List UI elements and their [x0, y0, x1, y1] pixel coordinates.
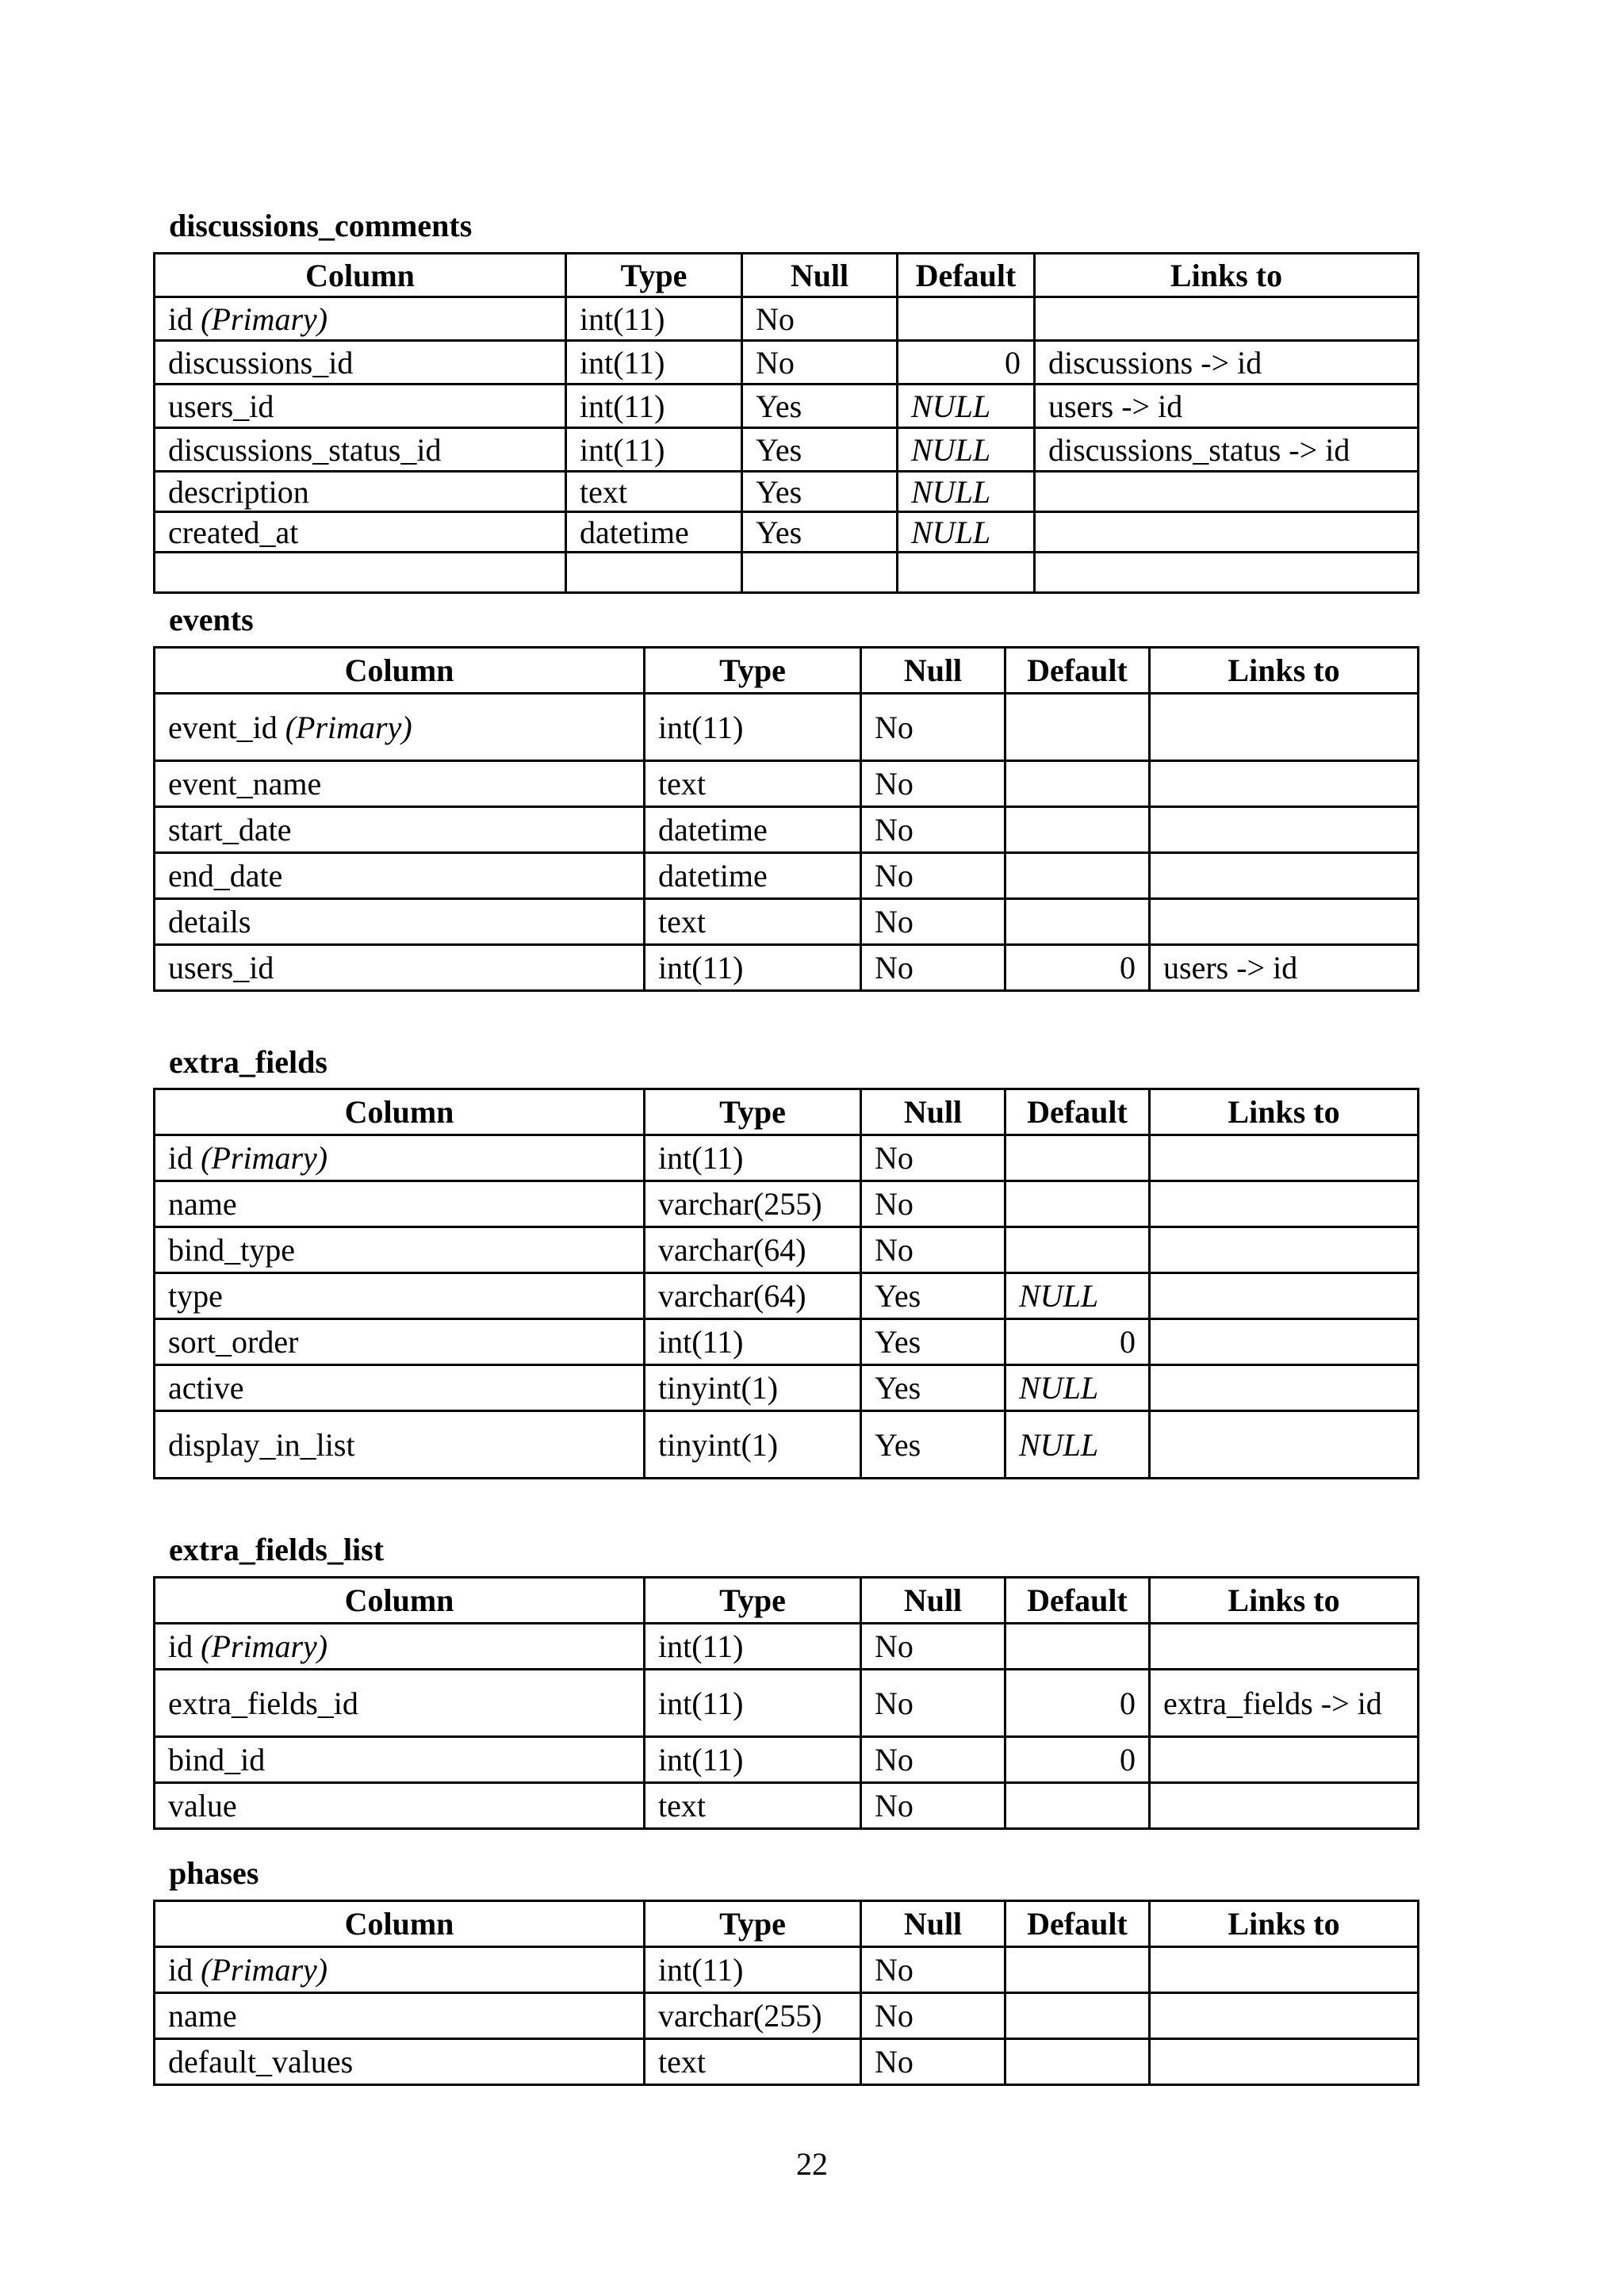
table-row	[155, 1227, 1419, 1273]
cell-column	[155, 1411, 645, 1479]
cell-type: tinyint(1)	[645, 1365, 861, 1411]
cell-null: Yes	[742, 428, 898, 472]
cell-column	[155, 297, 566, 341]
table-row	[155, 694, 1419, 761]
column-header: Links to	[1150, 1901, 1419, 1947]
column-name: users_id	[168, 388, 274, 424]
cell-null: Yes	[861, 1273, 1005, 1319]
cell-links-to	[1150, 1181, 1419, 1227]
cell-default: NULL	[1005, 1365, 1150, 1411]
column-name: type	[168, 1278, 223, 1314]
schema-table	[153, 252, 1419, 594]
cell-default: NULL	[1005, 1273, 1150, 1319]
cell-links-to	[1150, 1947, 1419, 1993]
cell-column	[155, 694, 645, 761]
cell-column	[155, 1181, 645, 1227]
column-name: name	[168, 1186, 237, 1222]
column-header: Column	[155, 1901, 645, 1947]
column-name: details	[168, 904, 251, 939]
cell-links-to	[1150, 1365, 1419, 1411]
cell-column	[155, 1783, 645, 1829]
primary-key-label: (Primary)	[201, 1952, 328, 1988]
cell-links-to: discussions -> id	[1035, 341, 1419, 385]
column-name: active	[168, 1370, 244, 1406]
table-row	[155, 297, 1419, 341]
column-name: start_date	[168, 812, 292, 848]
column-header: Type	[645, 1901, 861, 1947]
column-header: Null	[861, 1089, 1005, 1135]
table-row	[155, 1411, 1419, 1479]
cell-null: Yes	[861, 1365, 1005, 1411]
primary-key-label: (Primary)	[201, 300, 328, 337]
cell-type: int(11)	[645, 1624, 861, 1670]
cell-type: int(11)	[566, 297, 742, 341]
table-row	[155, 1670, 1419, 1737]
column-name: sort_order	[168, 1324, 299, 1360]
cell-default: 0	[1005, 1670, 1150, 1737]
cell-type: datetime	[645, 807, 861, 853]
cell-null: No	[861, 807, 1005, 853]
table-title: events	[169, 602, 254, 637]
cell-type: int(11)	[566, 428, 742, 472]
cell-column	[155, 945, 645, 991]
cell-links-to: users -> id	[1035, 385, 1419, 428]
cell-default: NULL	[898, 472, 1035, 512]
cell-links-to: discussions_status -> id	[1035, 428, 1419, 472]
cell-links-to: extra_fields -> id	[1150, 1670, 1419, 1737]
table-row	[155, 1993, 1419, 2039]
header-row	[155, 1089, 1419, 1135]
column-header: Column	[155, 1089, 645, 1135]
cell-default: 0	[1005, 1319, 1150, 1365]
column-name: event_id	[168, 709, 278, 745]
column-name: id	[168, 1628, 193, 1664]
header-row	[155, 648, 1419, 694]
cell-null: No	[861, 761, 1005, 807]
cell-default	[1005, 694, 1150, 761]
table-row	[155, 1783, 1419, 1829]
column-name: event_name	[168, 766, 322, 802]
cell-links-to	[1150, 807, 1419, 853]
cell-null: No	[742, 297, 898, 341]
column-name: discussions_status_id	[168, 431, 442, 468]
cell-links-to	[1150, 761, 1419, 807]
cell-column	[155, 1273, 645, 1319]
table-row	[155, 899, 1419, 945]
cell-default: NULL	[898, 385, 1035, 428]
column-name: end_date	[168, 858, 283, 894]
column-header: Type	[645, 1578, 861, 1624]
column-header: Null	[861, 648, 1005, 694]
column-header: Column	[155, 254, 566, 297]
cell-null: No	[861, 1670, 1005, 1737]
cell-null: No	[861, 1227, 1005, 1273]
cell-column	[155, 761, 645, 807]
cell-type: int(11)	[645, 1947, 861, 1993]
cell-null: Yes	[742, 472, 898, 512]
cell-type: varchar(64)	[645, 1273, 861, 1319]
cell-links-to	[1150, 1624, 1419, 1670]
cell-links-to	[1150, 1227, 1419, 1273]
cell-default: NULL	[898, 428, 1035, 472]
column-name: name	[168, 1998, 237, 2034]
column-name: bind_type	[168, 1232, 295, 1268]
cell-links-to	[1150, 1411, 1419, 1479]
column-header: Type	[645, 1089, 861, 1135]
column-header: Column	[155, 648, 645, 694]
header-row	[155, 254, 1419, 297]
cell-type: int(11)	[645, 1319, 861, 1365]
page-number: 22	[796, 2146, 828, 2182]
cell-column	[155, 1624, 645, 1670]
cell-null: No	[861, 1947, 1005, 1993]
column-name: id	[168, 1140, 193, 1176]
cell-column	[155, 385, 566, 428]
cell-links-to	[1035, 512, 1419, 553]
cell-links-to	[1150, 1135, 1419, 1181]
cell-column	[155, 1670, 645, 1737]
cell-type: text	[645, 899, 861, 945]
schema-table	[153, 1900, 1419, 2086]
table-row	[155, 428, 1419, 472]
header-row	[155, 1901, 1419, 1947]
cell-default	[1005, 1227, 1150, 1273]
table-row	[155, 761, 1419, 807]
table-title: extra_fields	[169, 1044, 327, 1080]
cell-column	[155, 1947, 645, 1993]
cell-type: text	[645, 761, 861, 807]
cell-type: varchar(64)	[645, 1227, 861, 1273]
cell-default: NULL	[1005, 1411, 1150, 1479]
table-row	[155, 945, 1419, 991]
cell-default: NULL	[898, 512, 1035, 553]
cell-null: No	[861, 1737, 1005, 1783]
table-title: discussions_comments	[169, 208, 473, 243]
cell-column	[155, 1993, 645, 2039]
column-header: Null	[861, 1578, 1005, 1624]
column-header: Links to	[1150, 1089, 1419, 1135]
cell-type: int(11)	[645, 1670, 861, 1737]
cell-column	[155, 1319, 645, 1365]
cell-default	[1005, 1947, 1150, 1993]
cell-type: int(11)	[566, 385, 742, 428]
column-header: Column	[155, 1578, 645, 1624]
cell-default	[898, 553, 1035, 593]
cell-default: 0	[1005, 1737, 1150, 1783]
cell-column	[155, 1737, 645, 1783]
column-header: Null	[861, 1901, 1005, 1947]
table-row	[155, 1135, 1419, 1181]
cell-column	[155, 512, 566, 553]
cell-type: int(11)	[566, 341, 742, 385]
table-row	[155, 2039, 1419, 2085]
table-row	[155, 1181, 1419, 1227]
table-row	[155, 472, 1419, 512]
cell-null: No	[861, 945, 1005, 991]
cell-null: No	[742, 341, 898, 385]
cell-null: Yes	[742, 512, 898, 553]
cell-links-to	[1150, 1783, 1419, 1829]
column-header: Links to	[1150, 648, 1419, 694]
cell-null: No	[861, 1624, 1005, 1670]
table-row	[155, 1319, 1419, 1365]
cell-type: varchar(255)	[645, 1993, 861, 2039]
cell-links-to	[1150, 2039, 1419, 2085]
cell-type: varchar(255)	[645, 1181, 861, 1227]
cell-links-to	[1150, 1737, 1419, 1783]
cell-null: No	[861, 853, 1005, 899]
primary-key-label: (Primary)	[201, 1140, 328, 1176]
column-header: Default	[898, 254, 1035, 297]
cell-links-to: users -> id	[1150, 945, 1419, 991]
cell-null	[742, 553, 898, 593]
cell-column	[155, 428, 566, 472]
cell-null: Yes	[742, 385, 898, 428]
cell-column	[155, 2039, 645, 2085]
cell-column	[155, 1135, 645, 1181]
cell-default	[898, 297, 1035, 341]
cell-null: No	[861, 899, 1005, 945]
cell-null: No	[861, 1181, 1005, 1227]
cell-links-to	[1150, 853, 1419, 899]
cell-default	[1005, 1181, 1150, 1227]
cell-null: No	[861, 1135, 1005, 1181]
column-name: extra_fields_id	[168, 1685, 358, 1721]
cell-links-to	[1035, 297, 1419, 341]
table-row	[155, 807, 1419, 853]
cell-null: No	[861, 2039, 1005, 2085]
column-name: id	[168, 300, 193, 337]
cell-null: No	[861, 694, 1005, 761]
cell-default	[1005, 1993, 1150, 2039]
column-header: Type	[566, 254, 742, 297]
cell-links-to	[1150, 1319, 1419, 1365]
cell-type: datetime	[645, 853, 861, 899]
cell-type: datetime	[566, 512, 742, 553]
cell-links-to	[1035, 472, 1419, 512]
cell-type	[566, 553, 742, 593]
table-title: extra_fields_list	[169, 1532, 385, 1567]
cell-null: No	[861, 1993, 1005, 2039]
column-name: created_at	[168, 514, 299, 550]
cell-type: text	[566, 472, 742, 512]
table-row	[155, 385, 1419, 428]
cell-links-to	[1150, 1993, 1419, 2039]
cell-type: int(11)	[645, 1737, 861, 1783]
column-name: description	[168, 473, 309, 510]
column-header: Null	[742, 254, 898, 297]
cell-column	[155, 1227, 645, 1273]
cell-null: Yes	[861, 1411, 1005, 1479]
table-row	[155, 553, 1419, 593]
schema-table	[153, 646, 1419, 992]
cell-column	[155, 553, 566, 593]
column-header: Links to	[1035, 254, 1419, 297]
cell-column	[155, 807, 645, 853]
column-header: Default	[1005, 1089, 1150, 1135]
cell-column	[155, 853, 645, 899]
cell-column	[155, 472, 566, 512]
column-header: Default	[1005, 648, 1150, 694]
column-header: Default	[1005, 1578, 1150, 1624]
cell-links-to	[1150, 694, 1419, 761]
header-row	[155, 1578, 1419, 1624]
cell-links-to	[1150, 1273, 1419, 1319]
cell-type: text	[645, 1783, 861, 1829]
column-name: display_in_list	[168, 1426, 355, 1463]
schema-table	[153, 1576, 1419, 1830]
table-row	[155, 1947, 1419, 1993]
table-row	[155, 1273, 1419, 1319]
table-row	[155, 853, 1419, 899]
cell-type: int(11)	[645, 945, 861, 991]
schema-table	[153, 1088, 1419, 1479]
table-row	[155, 341, 1419, 385]
cell-default	[1005, 1135, 1150, 1181]
cell-column	[155, 341, 566, 385]
cell-column	[155, 899, 645, 945]
table-row	[155, 1624, 1419, 1670]
cell-null: No	[861, 1783, 1005, 1829]
cell-default: 0	[898, 341, 1035, 385]
column-name: id	[168, 1952, 193, 1988]
cell-default	[1005, 1624, 1150, 1670]
column-name: bind_id	[168, 1742, 266, 1777]
column-name: default_values	[168, 2044, 354, 2080]
column-name: discussions_id	[168, 344, 354, 381]
cell-column	[155, 1365, 645, 1411]
column-header: Links to	[1150, 1578, 1419, 1624]
primary-key-label: (Primary)	[285, 709, 412, 745]
cell-type: int(11)	[645, 1135, 861, 1181]
cell-default	[1005, 807, 1150, 853]
cell-type: int(11)	[645, 694, 861, 761]
cell-type: tinyint(1)	[645, 1411, 861, 1479]
cell-default	[1005, 761, 1150, 807]
cell-links-to	[1035, 553, 1419, 593]
table-row	[155, 1365, 1419, 1411]
column-header: Default	[1005, 1901, 1150, 1947]
column-name: value	[168, 1788, 237, 1823]
cell-links-to	[1150, 899, 1419, 945]
cell-null: Yes	[861, 1319, 1005, 1365]
table-row	[155, 512, 1419, 553]
table-title: phases	[169, 1855, 259, 1891]
cell-default	[1005, 1783, 1150, 1829]
table-row	[155, 1737, 1419, 1783]
cell-default: 0	[1005, 945, 1150, 991]
cell-type: text	[645, 2039, 861, 2085]
column-name: users_id	[168, 950, 274, 985]
cell-default	[1005, 2039, 1150, 2085]
primary-key-label: (Primary)	[201, 1628, 328, 1664]
column-header: Type	[645, 648, 861, 694]
cell-default	[1005, 853, 1150, 899]
cell-default	[1005, 899, 1150, 945]
